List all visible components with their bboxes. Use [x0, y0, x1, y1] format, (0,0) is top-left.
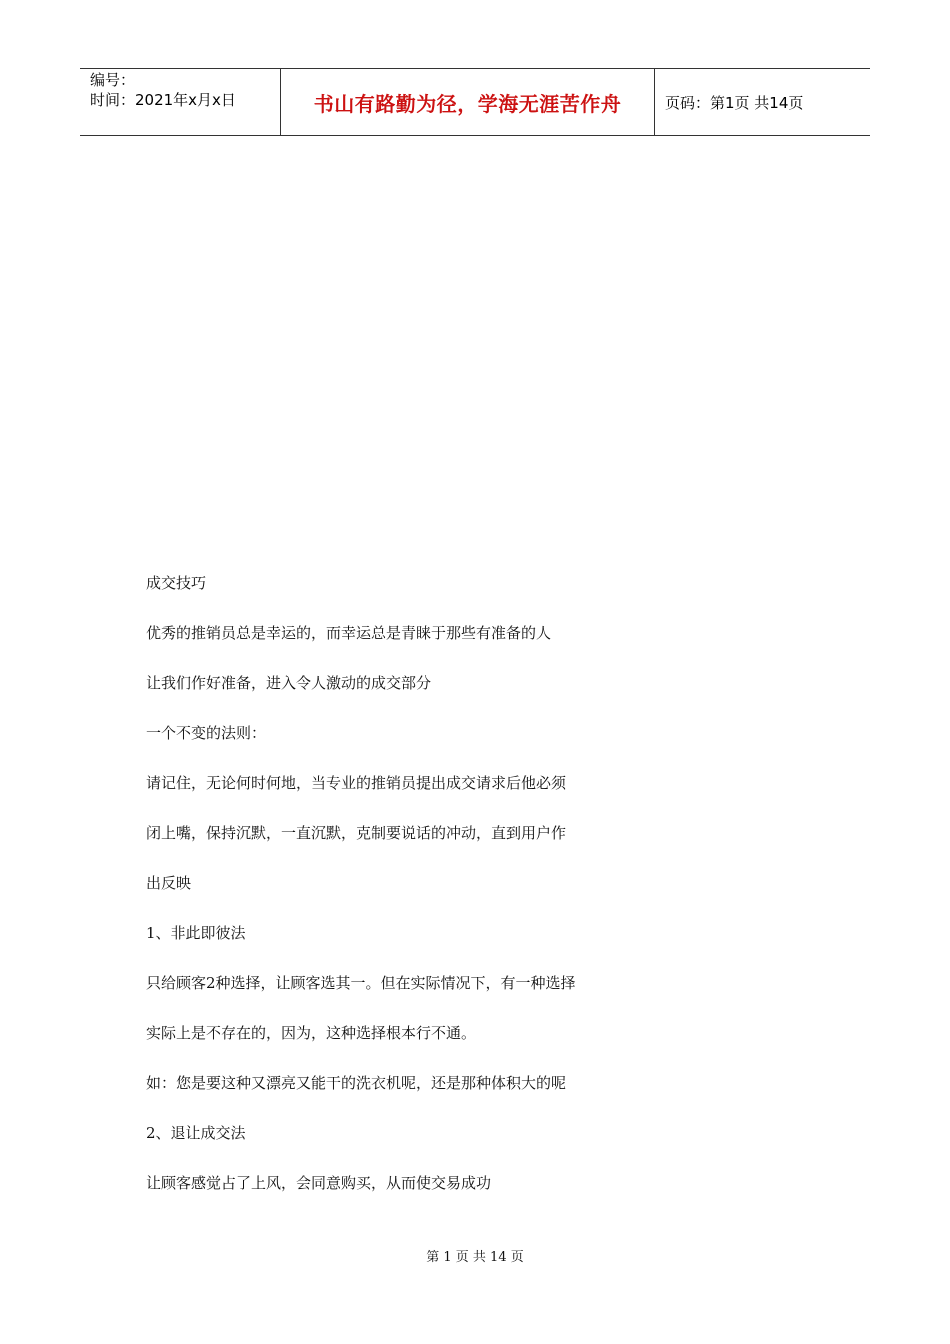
body-paragraph: 让顾客感觉占了上风，会同意购买，从而使交易成功 [146, 1174, 492, 1192]
header-motto: 书山有路勤为径，学海无涯苦作舟 [281, 69, 655, 135]
body-paragraph: 实际上是不存在的，因为，这种选择根本行不通。 [146, 1024, 477, 1042]
header-page-number: 页码：第1页 共14页 [665, 93, 804, 112]
page-footer: 第 1 页 共 14 页 [426, 1250, 524, 1265]
body-paragraph: 如：您是要这种又漂亮又能干的洗衣机呢，还是那种体积大的呢 [146, 1074, 567, 1092]
body-paragraph: 只给顾客2种选择，让顾客选其一。但在实际情况下，有一种选择 [146, 974, 576, 992]
document-body [146, 570, 806, 1220]
body-paragraph: 让我们作好准备，进入令人激动的成交部分 [146, 674, 432, 692]
body-paragraph: 优秀的推销员总是幸运的，而幸运总是青睐于那些有准备的人 [146, 624, 552, 642]
section-heading: 2、退让成交法 [146, 1124, 246, 1142]
section-heading: 1、非此即彼法 [146, 924, 246, 942]
document-title: 成交技巧 [146, 574, 207, 592]
body-paragraph: 闭上嘴，保持沉默，一直沉默，克制要说话的冲动，直到用户作 [146, 824, 567, 842]
document-number-label: 编号： [90, 71, 136, 89]
page-header [80, 68, 870, 136]
body-paragraph: 请记住，无论何时何地，当专业的推销员提出成交请求后他必须 [146, 774, 567, 792]
body-paragraph: 一个不变的法则： [146, 724, 267, 742]
body-paragraph: 出反映 [146, 874, 192, 892]
document-date-label: 时间：2021年x月x日 [90, 91, 236, 109]
header-meta [80, 69, 281, 135]
